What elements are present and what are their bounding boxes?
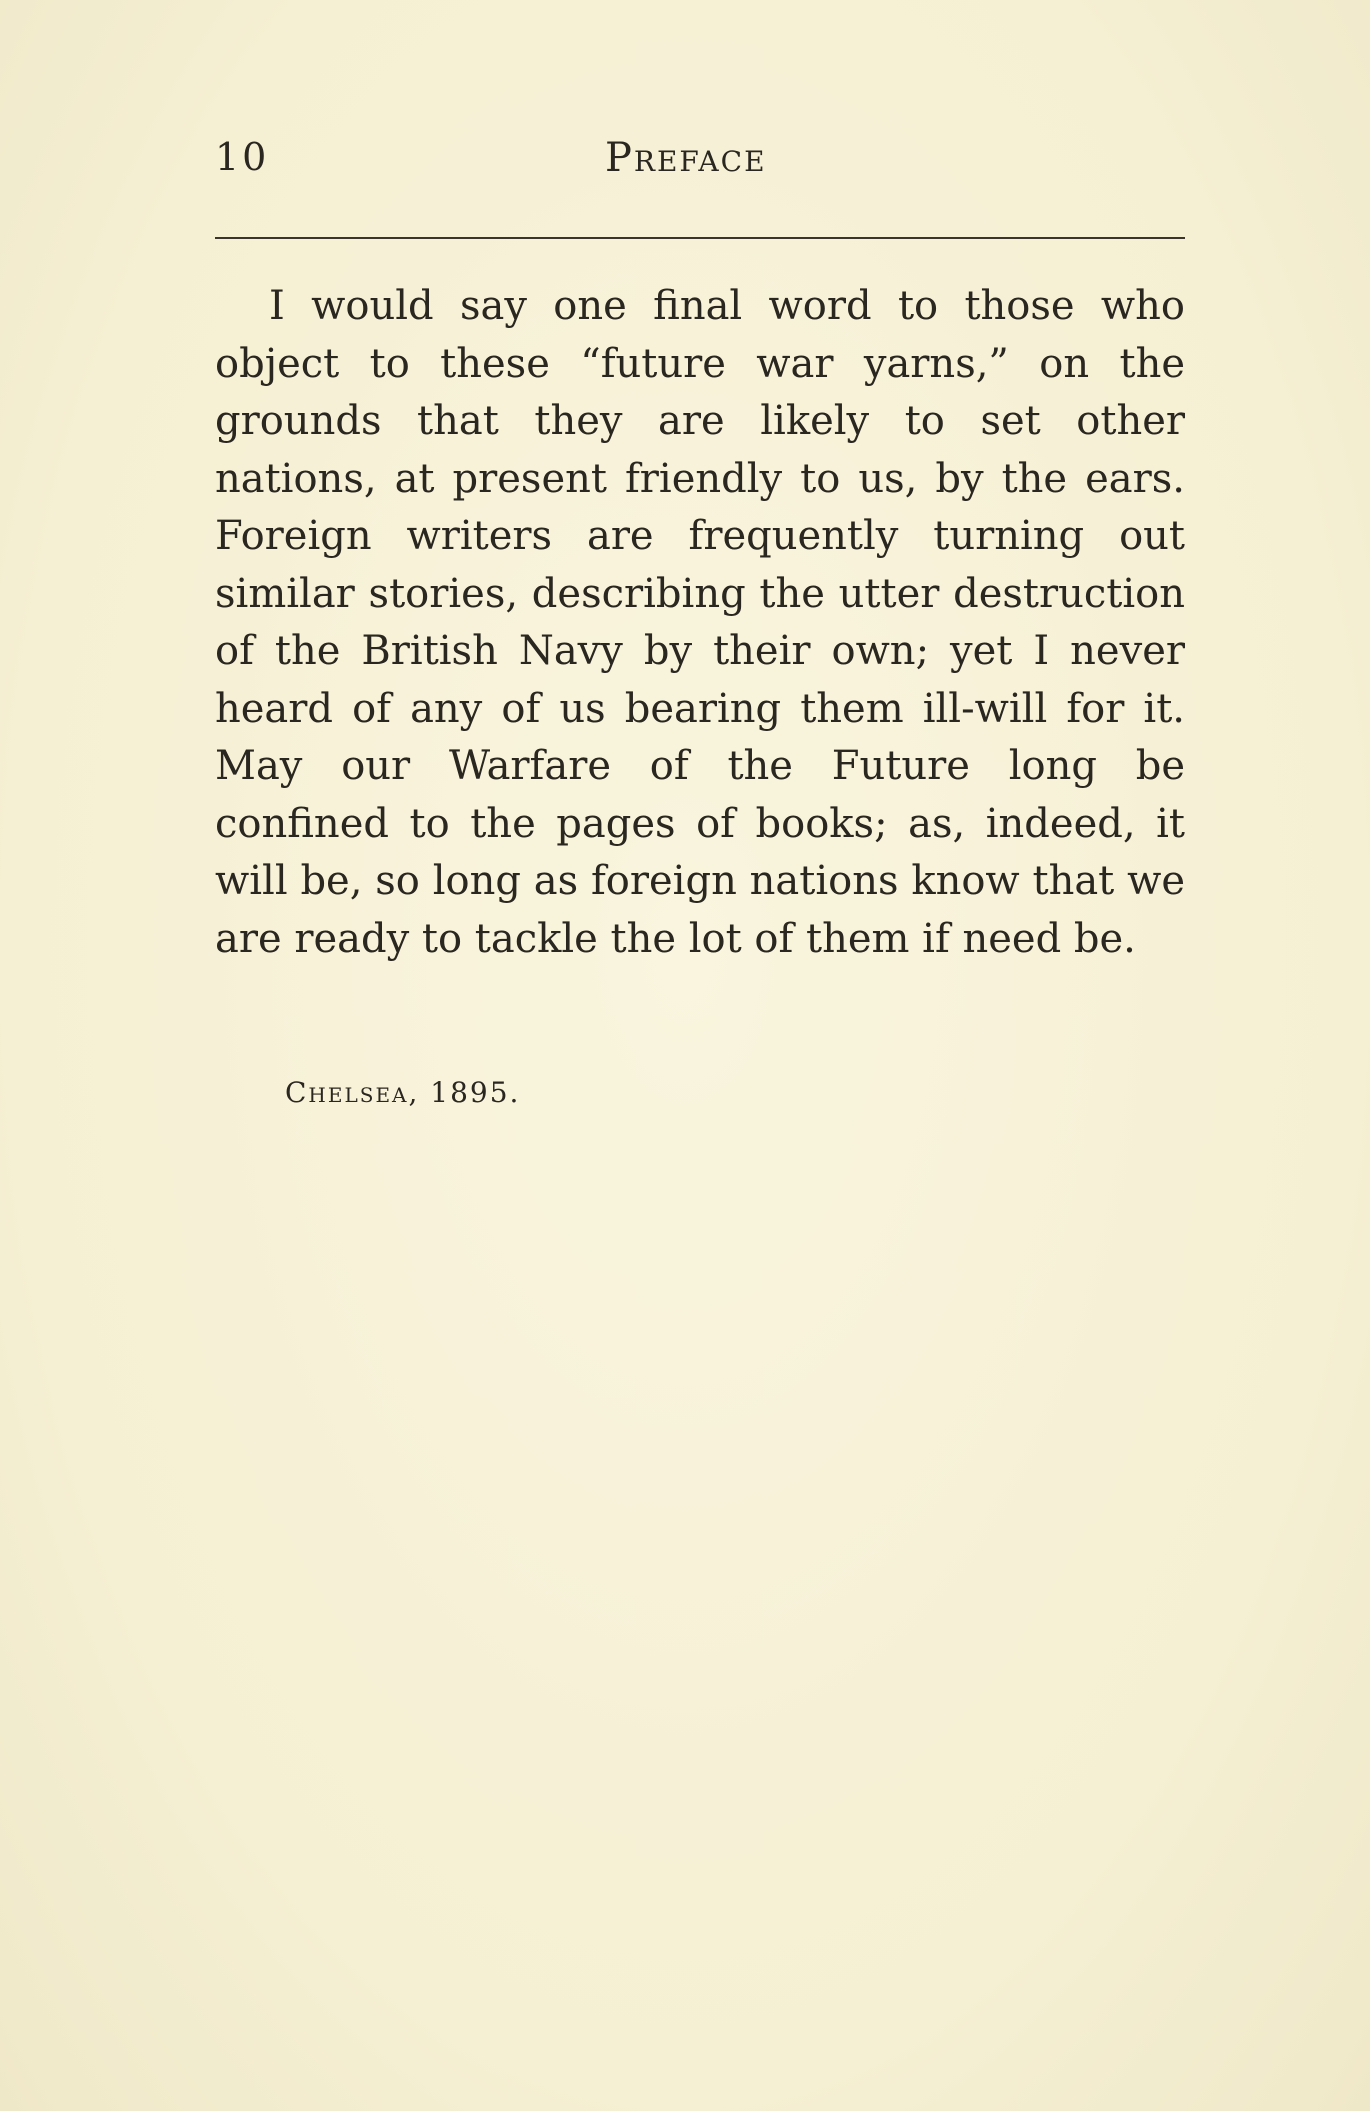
page-number: 10 — [215, 135, 270, 179]
place-date-signature: Chelsea, 1895. — [285, 1076, 521, 1109]
running-head-title: Preface — [605, 135, 767, 181]
body-paragraph: I would say one final word to those who object to these “future war yarns,” on the grounds that they are likely to set other nations, at present friendly to us, by the ears. Foreign writers are frequently turning out similar stories, describing the utter destruction of the British Navy by their own; yet I never heard of any of us bearing them ill-will for it. May our Warfare of the Future long be confined to the pages of books; as, indeed, it will be, so long as foreign nations know that we are ready to tackle the lot of them if need be. — [215, 283, 1185, 962]
header-rule — [215, 237, 1185, 239]
running-head — [215, 135, 1185, 195]
